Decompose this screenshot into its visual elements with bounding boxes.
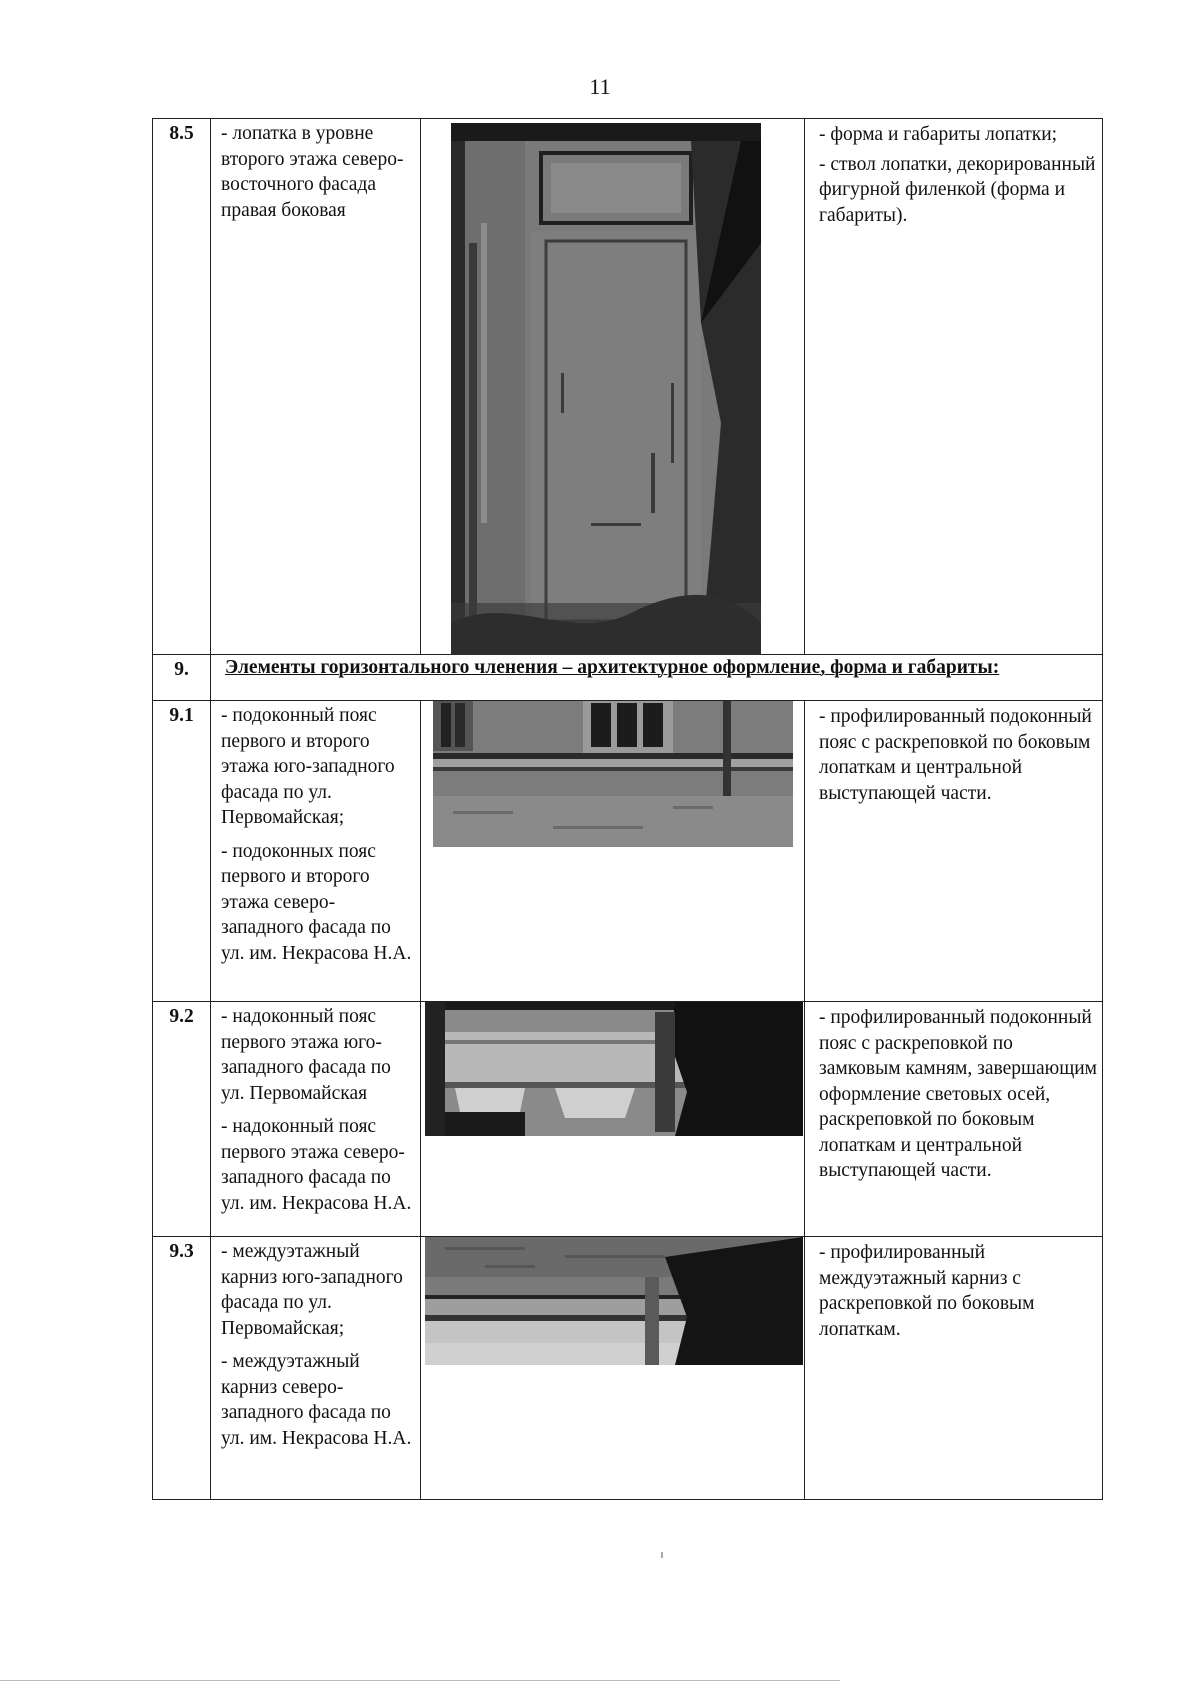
attribute-item: - профилированный подоконный пояс с раскреповкой по боковым лопаткам и центральной выступающей части. <box>819 706 1092 804</box>
row-number: 9.3 <box>153 1237 211 1500</box>
photo-interfloor-cornice <box>425 1237 803 1365</box>
description-item: - междуэтажный карниз северо-западного фасада по ул. им. Некрасова Н.А. <box>221 1351 412 1449</box>
protected-attributes <box>805 701 1103 1002</box>
description-item: - лопатка в уровне второго этажа северо-восточного фасада правая боковая <box>221 123 404 221</box>
table-row-8-5 <box>153 119 1103 655</box>
description-item: - междуэтажный карниз юго-западного фасада по ул. Первомайская; <box>221 1241 403 1339</box>
protected-attributes <box>805 119 1103 655</box>
element-description <box>211 1237 421 1500</box>
row-number: 8.5 <box>153 119 211 655</box>
photo-pilaster-second-floor <box>451 123 761 655</box>
heritage-elements-table <box>152 118 1103 1500</box>
row-number: 9.2 <box>153 1002 211 1237</box>
element-description <box>211 1002 421 1237</box>
table-row-9 <box>153 655 1103 701</box>
scan-edge-line <box>0 1680 840 1681</box>
element-description <box>211 701 421 1002</box>
photo-sill-belt <box>433 701 793 847</box>
section-title <box>211 655 1103 701</box>
page-number: 11 <box>589 74 611 99</box>
protected-attributes <box>805 1237 1103 1500</box>
element-description <box>211 119 421 655</box>
attribute-item: - ствол лопатки, декорированный фигурной филенкой (форма и габариты). <box>819 153 1096 226</box>
attribute-item: - форма и габариты лопатки; <box>819 124 1058 145</box>
description-item: - подоконных пояс первого и второго этажа северо-западного фасада по ул. им. Некрасова Н.А. <box>221 840 412 964</box>
attribute-item: - профилированный подоконный пояс с раскреповкой по замковым камням, завершающим оформление световых осей, раскреповкой по боковым лопаткам и центральной выступающей части. <box>819 1007 1098 1181</box>
description-item: - надоконный пояс первого этажа юго-западного фасада по ул. Первомайская <box>221 1006 391 1104</box>
table-row-9-2 <box>153 1002 1103 1237</box>
table-row-9-3 <box>153 1237 1103 1500</box>
description-item: - подоконный пояс первого и второго этажа юго-западного фасада по ул. Первомайская; <box>221 705 395 828</box>
element-photo-cell <box>421 701 805 1002</box>
table-row-9-1 <box>153 701 1103 1002</box>
scan-speck <box>661 1552 663 1558</box>
element-photo-cell <box>421 1237 805 1500</box>
element-photo-cell <box>421 119 805 655</box>
protected-attributes <box>805 1002 1103 1237</box>
description-item: - надоконный пояс первого этажа северо-западного фасада по ул. им. Некрасова Н.А. <box>221 1116 412 1214</box>
section-title-text: Элементы горизонтального членения – архитектурное оформление, форма и габариты: <box>225 657 1000 678</box>
row-number: 9.1 <box>153 701 211 1002</box>
photo-lintel-belt <box>425 1002 803 1136</box>
attribute-item: - профилированный междуэтажный карниз с раскреповкой по боковым лопаткам. <box>819 1242 1035 1340</box>
element-photo-cell <box>421 1002 805 1237</box>
row-number: 9. <box>153 655 211 701</box>
